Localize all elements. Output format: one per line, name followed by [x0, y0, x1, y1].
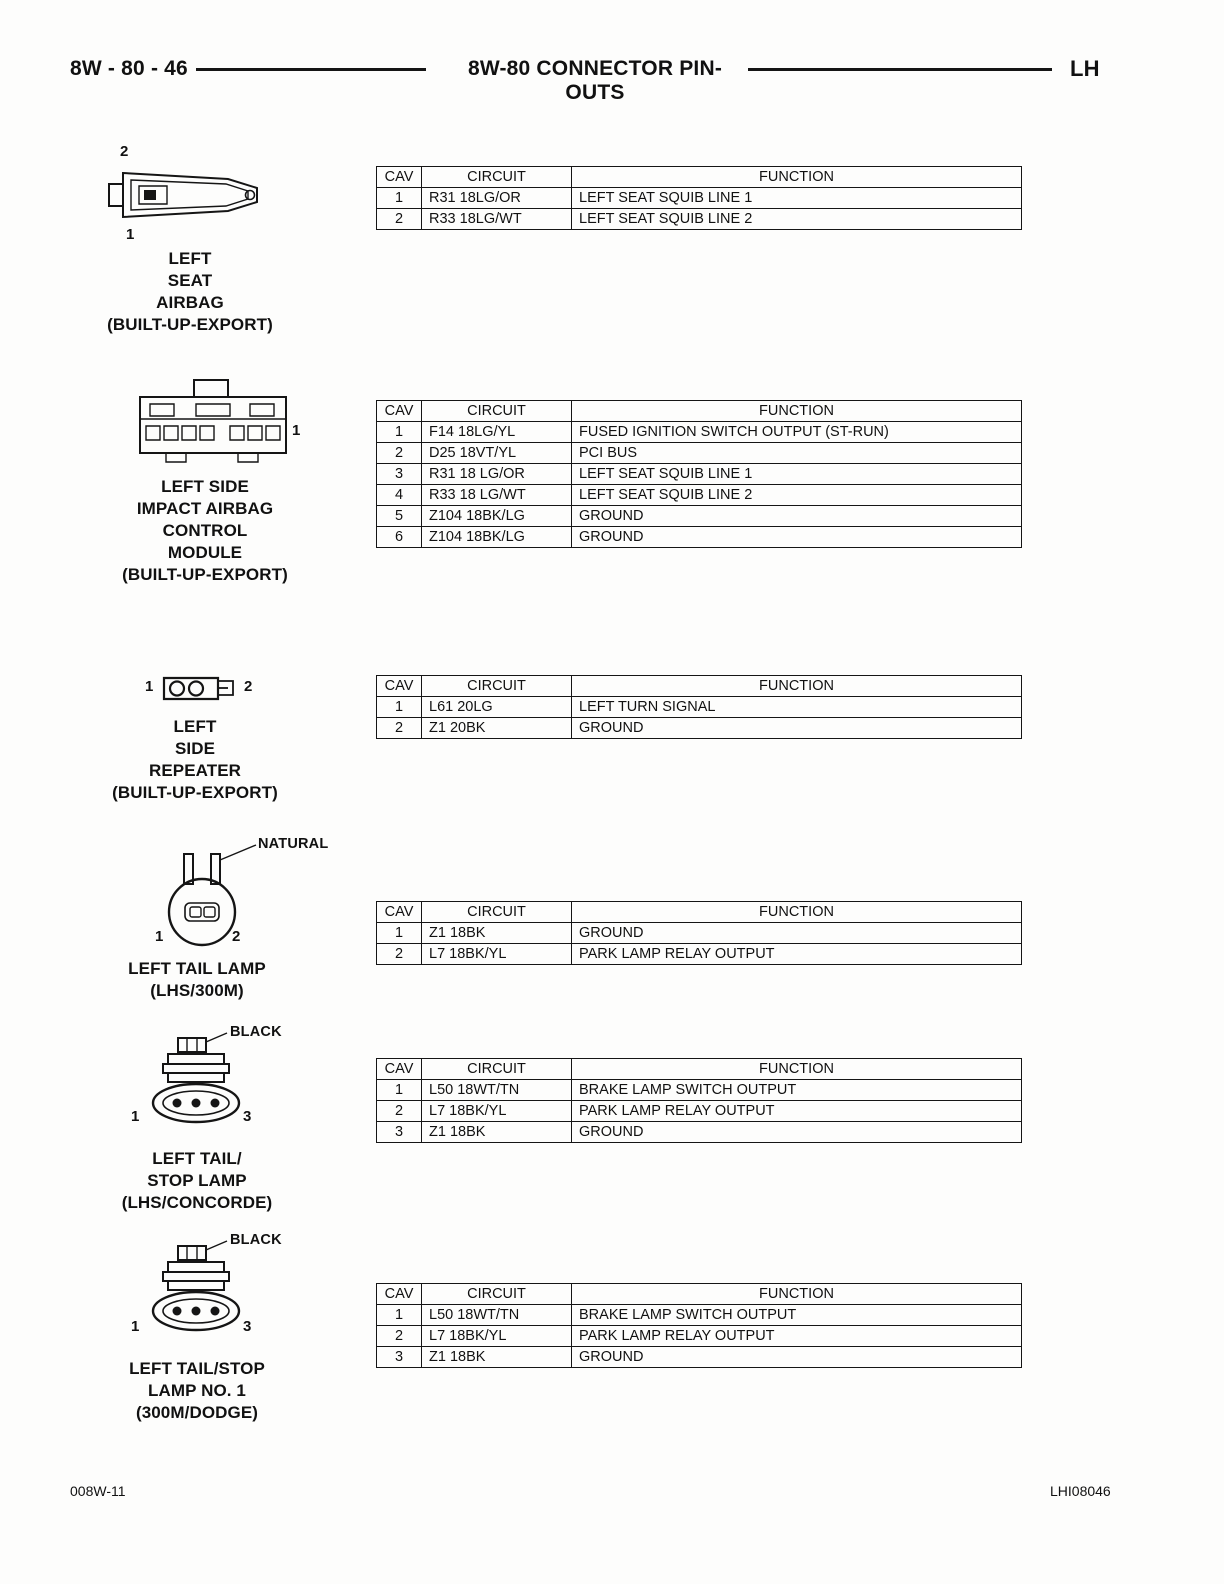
- footer-doc-code: 008W-11: [70, 1483, 126, 1499]
- col-header-function: FUNCTION: [572, 1059, 1022, 1080]
- pin-number-label: 3: [243, 1108, 252, 1125]
- title-line: (LHS/300M): [150, 981, 244, 1000]
- cell-cav: 4: [377, 485, 422, 506]
- cell-cav: 2: [377, 1101, 422, 1122]
- cell-cav: 3: [377, 464, 422, 485]
- cell-function: LEFT SEAT SQUIB LINE 1: [572, 464, 1022, 485]
- cell-circuit: F14 18LG/YL: [422, 422, 572, 443]
- pin-number-label: 1: [131, 1318, 140, 1335]
- cell-circuit: Z1 18BK: [422, 923, 572, 944]
- col-header-function: FUNCTION: [572, 167, 1022, 188]
- cell-circuit: Z1 18BK: [422, 1122, 572, 1143]
- title-line: LEFT TAIL/: [152, 1149, 242, 1168]
- cell-cav: 1: [377, 1080, 422, 1101]
- col-header-circuit: CIRCUIT: [422, 676, 572, 697]
- header-rule-right: [748, 68, 1052, 71]
- connector-title: [77, 1358, 317, 1424]
- col-header-function: FUNCTION: [572, 676, 1022, 697]
- col-header-function: FUNCTION: [572, 902, 1022, 923]
- cell-function: BRAKE LAMP SWITCH OUTPUT: [572, 1080, 1022, 1101]
- pin-row: [377, 697, 1022, 718]
- cell-cav: 1: [377, 697, 422, 718]
- col-header-cav: CAV: [377, 902, 422, 923]
- col-header-function: FUNCTION: [572, 401, 1022, 422]
- pin-row: [377, 1347, 1022, 1368]
- col-header-cav: CAV: [377, 1284, 422, 1305]
- pin-row: [377, 1101, 1022, 1122]
- cell-circuit: L50 18WT/TN: [422, 1305, 572, 1326]
- col-header-circuit: CIRCUIT: [422, 1059, 572, 1080]
- title-line: LEFT: [168, 249, 212, 268]
- title-line: CONTROL: [162, 521, 248, 540]
- title-line: MODULE: [167, 543, 243, 562]
- pin-row: [377, 443, 1022, 464]
- title-line: AIRBAG: [156, 293, 224, 312]
- cell-cav: 2: [377, 718, 422, 739]
- cell-function: LEFT SEAT SQUIB LINE 1: [572, 188, 1022, 209]
- cell-cav: 1: [377, 188, 422, 209]
- table-header-row: [377, 401, 1022, 422]
- cell-circuit: R33 18 LG/WT: [422, 485, 572, 506]
- footer-figure-code: LHI08046: [1050, 1483, 1111, 1499]
- title-line: (BUILT-UP-EXPORT): [112, 783, 278, 802]
- pin-number-label: 1: [126, 226, 135, 243]
- cell-circuit: R31 18LG/OR: [422, 188, 572, 209]
- connector-title: [77, 1148, 317, 1214]
- cell-function: PARK LAMP RELAY OUTPUT: [572, 1326, 1022, 1347]
- connector-title: [70, 248, 310, 336]
- cell-circuit: L7 18BK/YL: [422, 944, 572, 965]
- title-line: (BUILT-UP-EXPORT): [122, 565, 288, 584]
- cell-circuit: L7 18BK/YL: [422, 1326, 572, 1347]
- header-rule-left: [196, 68, 426, 71]
- tail-lamp-connector-diagram: [160, 838, 262, 950]
- side-impact-airbag-module-connector-diagram: [138, 378, 288, 472]
- pin-row: [377, 1326, 1022, 1347]
- cell-function: GROUND: [572, 1347, 1022, 1368]
- title-line: SEAT: [167, 271, 213, 290]
- cell-function: LEFT SEAT SQUIB LINE 2: [572, 485, 1022, 506]
- connector-color-label: NATURAL: [258, 836, 329, 852]
- col-header-circuit: CIRCUIT: [422, 1284, 572, 1305]
- title-line: LEFT TAIL LAMP: [128, 959, 266, 978]
- pin-row: [377, 923, 1022, 944]
- pin-row: [377, 485, 1022, 506]
- pin-row: [377, 464, 1022, 485]
- pin-row: [377, 422, 1022, 443]
- cell-cav: 2: [377, 944, 422, 965]
- cell-circuit: L50 18WT/TN: [422, 1080, 572, 1101]
- col-header-function: FUNCTION: [572, 1284, 1022, 1305]
- cell-function: PARK LAMP RELAY OUTPUT: [572, 1101, 1022, 1122]
- table-header-row: [377, 1059, 1022, 1080]
- pin-number-label: 2: [244, 678, 253, 695]
- cell-cav: 1: [377, 422, 422, 443]
- cell-cav: 3: [377, 1122, 422, 1143]
- side-repeater-connector-diagram: [162, 676, 236, 702]
- cell-function: PCI BUS: [572, 443, 1022, 464]
- table-header-row: [377, 1284, 1022, 1305]
- cell-circuit: Z1 20BK: [422, 718, 572, 739]
- left-seat-airbag-connector-diagram: [106, 160, 271, 230]
- pinout-table: [376, 675, 1022, 739]
- pin-number-label: 1: [131, 1108, 140, 1125]
- cell-function: LEFT SEAT SQUIB LINE 2: [572, 209, 1022, 230]
- pin-row: [377, 944, 1022, 965]
- cell-function: BRAKE LAMP SWITCH OUTPUT: [572, 1305, 1022, 1326]
- title-line: LEFT SIDE: [161, 477, 249, 496]
- pin-row: [377, 506, 1022, 527]
- cell-function: GROUND: [572, 718, 1022, 739]
- pin-number-label: 1: [292, 422, 301, 439]
- pin-row: [377, 718, 1022, 739]
- connector-color-label: BLACK: [230, 1024, 282, 1040]
- cell-function: GROUND: [572, 1122, 1022, 1143]
- title-line: IMPACT AIRBAG: [136, 499, 274, 518]
- cell-function: GROUND: [572, 527, 1022, 548]
- table-header-row: [377, 676, 1022, 697]
- pin-row: [377, 1080, 1022, 1101]
- title-line: SIDE: [174, 739, 216, 758]
- title-line: (LHS/CONCORDE): [121, 1193, 273, 1212]
- col-header-circuit: CIRCUIT: [422, 401, 572, 422]
- cell-circuit: Z1 18BK: [422, 1347, 572, 1368]
- connector-color-label: BLACK: [230, 1232, 282, 1248]
- page-title: 8W-80 CONNECTOR PIN-OUTS: [467, 57, 723, 104]
- title-line: LEFT TAIL/STOP: [129, 1359, 265, 1378]
- pin-number-label: 2: [232, 928, 241, 945]
- col-header-cav: CAV: [377, 676, 422, 697]
- pin-number-label: 1: [145, 678, 154, 695]
- cell-cav: 1: [377, 923, 422, 944]
- table-header-row: [377, 902, 1022, 923]
- cell-circuit: D25 18VT/YL: [422, 443, 572, 464]
- table-header-row: [377, 167, 1022, 188]
- cell-circuit: R33 18LG/WT: [422, 209, 572, 230]
- pinout-table: [376, 901, 1022, 965]
- title-line: LAMP NO. 1: [148, 1381, 246, 1400]
- col-header-circuit: CIRCUIT: [422, 902, 572, 923]
- cell-circuit: Z104 18BK/LG: [422, 506, 572, 527]
- cell-function: LEFT TURN SIGNAL: [572, 697, 1022, 718]
- col-header-cav: CAV: [377, 401, 422, 422]
- connector-title: [75, 716, 315, 804]
- cell-cav: 2: [377, 209, 422, 230]
- pin-number-label: 2: [120, 143, 129, 160]
- pinout-table: [376, 1058, 1022, 1143]
- col-header-cav: CAV: [377, 1059, 422, 1080]
- cell-circuit: L61 20LG: [422, 697, 572, 718]
- title-line: STOP LAMP: [147, 1171, 247, 1190]
- section-code: LH: [1070, 56, 1100, 81]
- title-line: REPEATER: [148, 761, 242, 780]
- pin-number-label: 3: [243, 1318, 252, 1335]
- connector-title: [85, 476, 325, 586]
- page-number-heading: 8W - 80 - 46: [70, 57, 188, 80]
- pinout-table: [376, 1283, 1022, 1368]
- connector-title: [77, 958, 317, 1002]
- pin-row: [377, 527, 1022, 548]
- cell-function: PARK LAMP RELAY OUTPUT: [572, 944, 1022, 965]
- title-line: (BUILT-UP-EXPORT): [107, 315, 273, 334]
- title-line: LEFT: [173, 717, 217, 736]
- cell-cav: 2: [377, 1326, 422, 1347]
- pin-row: [377, 1305, 1022, 1326]
- cell-function: GROUND: [572, 923, 1022, 944]
- tail-stop-lamp-no1-connector-diagram: [148, 1234, 258, 1346]
- cell-cav: 5: [377, 506, 422, 527]
- title-line: (300M/DODGE): [135, 1403, 259, 1422]
- pinout-table: [376, 400, 1022, 548]
- pin-row: [377, 209, 1022, 230]
- pin-row: [377, 1122, 1022, 1143]
- cell-cav: 6: [377, 527, 422, 548]
- pinout-table: [376, 166, 1022, 230]
- cell-cav: 3: [377, 1347, 422, 1368]
- cell-circuit: L7 18BK/YL: [422, 1101, 572, 1122]
- pin-number-label: 1: [155, 928, 164, 945]
- cell-function: FUSED IGNITION SWITCH OUTPUT (ST-RUN): [572, 422, 1022, 443]
- cell-cav: 1: [377, 1305, 422, 1326]
- cell-cav: 2: [377, 443, 422, 464]
- col-header-cav: CAV: [377, 167, 422, 188]
- pin-row: [377, 188, 1022, 209]
- cell-circuit: Z104 18BK/LG: [422, 527, 572, 548]
- tail-stop-lamp-connector-diagram: [148, 1026, 258, 1138]
- cell-circuit: R31 18 LG/OR: [422, 464, 572, 485]
- col-header-circuit: CIRCUIT: [422, 167, 572, 188]
- cell-function: GROUND: [572, 506, 1022, 527]
